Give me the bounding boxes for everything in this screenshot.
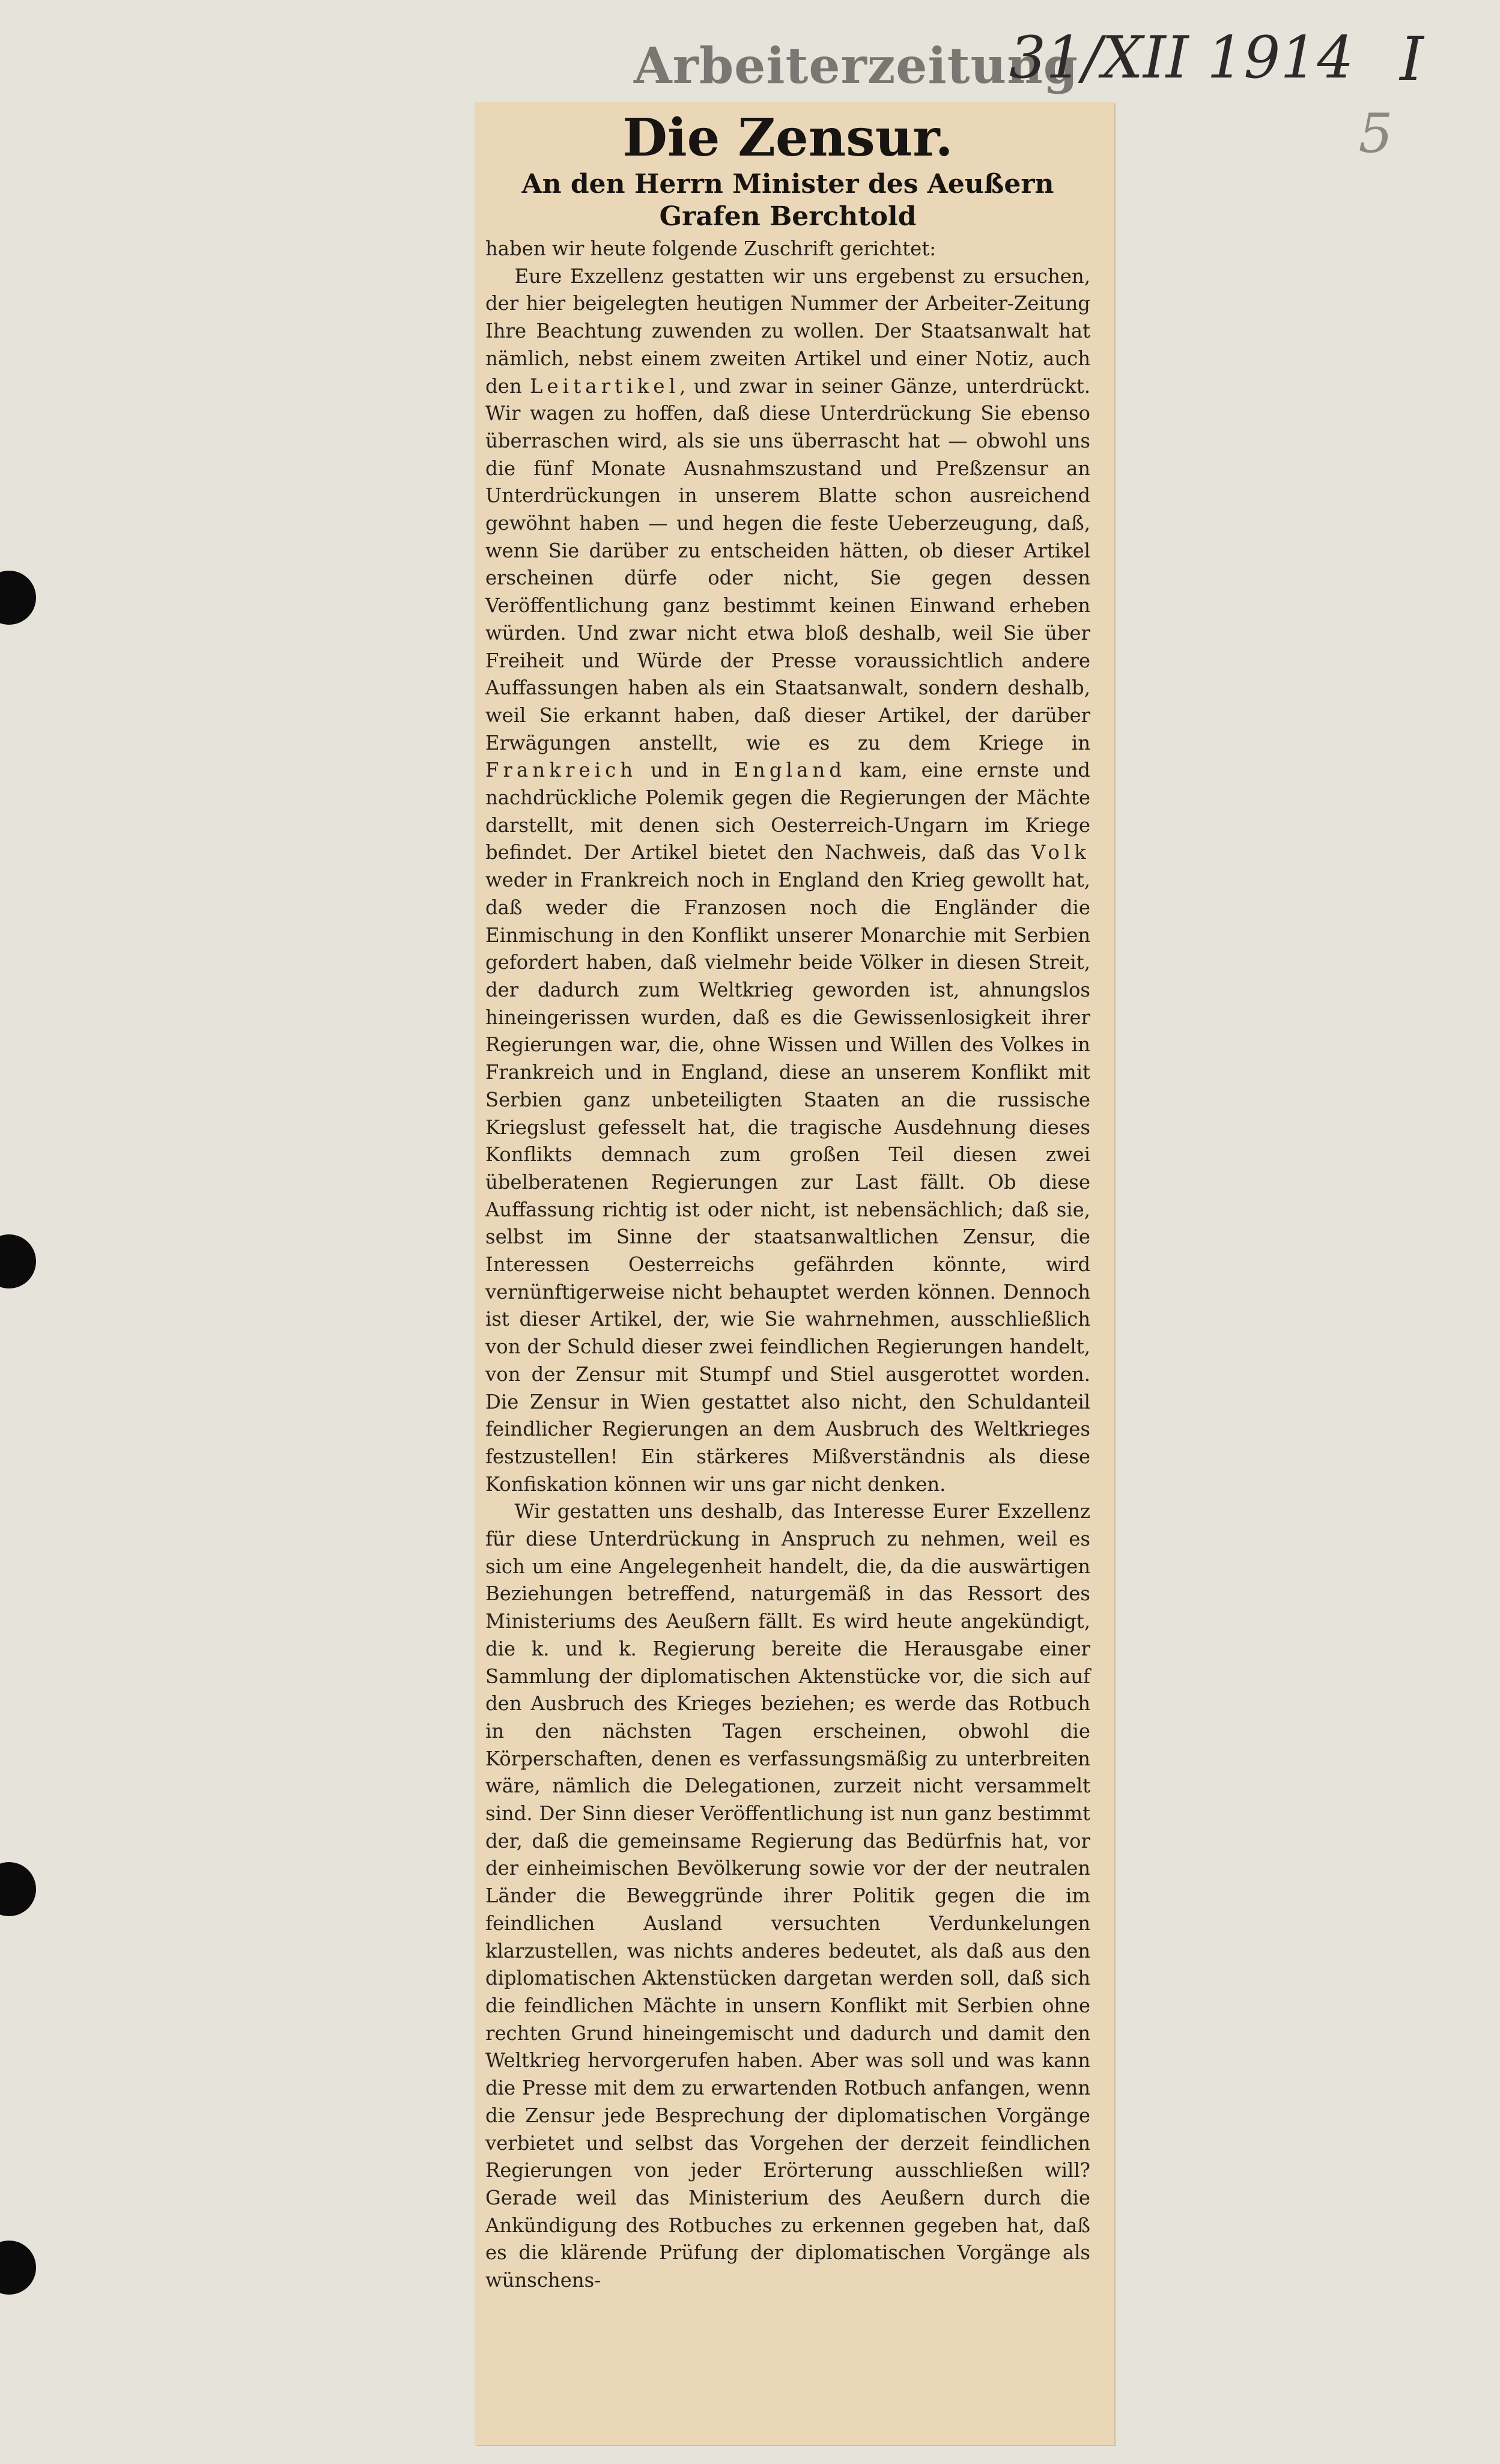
handwritten-date: 31/XII 1914 [1009, 24, 1354, 91]
emphasized-word: Volk [1031, 841, 1090, 864]
punch-hole [0, 2241, 36, 2295]
article-paragraph-2: Wir gestatten uns deshalb, das Interesse Eurer Exzellenz für diese Unterdrückung in Anspruch zu nehmen, weil es sich um eine Angelegenheit handelt, die, da die auswärtigen Beziehungen betreffend, naturgemäß in das Ressort des Ministeriums des Aeußern fällt. Es wird heute angekündigt, die k. und k. Regierung bereite die Herausgabe einer Sammlung der diplomatischen Aktenstücke vor, die sich auf den Ausbruch des Krieges beziehen; es werde das Rotbuch in den nächsten Tagen erscheinen, obwohl die Körperschaften, denen es verfassungsmäßig zu unterbreiten wäre, nämlich die Delegationen, zurzeit nicht versammelt sind. Der Sinn dieser Veröffentlichung ist nun ganz bestimmt der, daß die gemeinsame Regierung das Bedürfnis hat, vor der einheimischen Bevölkerung sowie vor der der neutralen Länder die Beweggründe ihrer Politik gegen die im feindlichen Ausland versuchten Verdunkelungen klarzustellen, was nichts anderes bedeutet, als daß aus den diplomatischen Aktenstücken dargetan werden soll, daß sich die feindlichen Mächte in unsern Konflikt mit Serbien ohne rechten Grund hineingemischt und dadurch und damit den Weltkrieg hervorgerufen haben. Aber was soll und was kann die Presse mit dem zu erwartenden Rotbuch anfangen, wenn die Zensur jede Besprechung der diplomatischen Vorgänge verbietet und selbst das Vorgehen der derzeit feindlichen Regierungen von jeder Erörterung ausschließen will? Gerade weil das Ministerium des Aeußern durch die Ankündigung des Rotbuches zu erkennen gegeben hat, daß es die klärende Prüfung der diplomatischen Vorgänge als wünschens- [485, 1500, 1090, 2292]
article-intro: haben wir heute folgende Zuschrift gerichtet: [485, 237, 937, 260]
punch-hole [0, 571, 36, 625]
article-paragraph-1 [485, 263, 1090, 1499]
text-run: kam, eine ernste und nachdrückliche Polemik gegen die Regierungen der Mächte darstellt, mit denen sich Oesterreich-Ungarn im Kriege befindet. Der Artikel bietet den Nachweis, daß das [485, 759, 1090, 864]
handwritten-roman-numeral: I [1400, 24, 1424, 94]
article-headline: Die Zensur. [622, 108, 953, 168]
emphasized-word: Leitartikel [529, 374, 680, 398]
text-run: und in [651, 759, 721, 782]
text-run: Eure Exzellenz gestatten wir uns ergebenst zu ersuchen, der hier beigelegten heutigen Nummer der Arbeiter-Zeitung Ihre Beachtung zuwenden zu wollen. Der Staatsanwalt hat nämlich, nebst einem zweiten Artikel und einer Notiz, auch den [485, 264, 1090, 398]
punch-hole [0, 1862, 36, 1916]
article-subheadline: An den Herrn Minister des Aeußern Grafen Berchtold [521, 169, 1054, 232]
emphasized-word: England [734, 759, 846, 782]
punch-hole [0, 1234, 36, 1288]
pencil-page-number: 5 [1358, 102, 1393, 165]
text-run: weder in Frankreich noch in England den Krieg gewollt hat, daß weder die Franzosen noch die Engländer die Einmischung in den Konflikt unserer Monarchie mit Serbien gefordert haben, daß vielmehr beide Völker in diesen Streit, der dadurch zum Weltkrieg geworden ist, ahnungslos hineingerissen wurden, daß es die Gewissenlosigkeit ihrer Regierungen war, die, ohne Wissen und Willen des Volkes in Frankreich und in England, diese an unserem Konflikt mit Serbien ganz unbeteiligten Staaten an die russische Kriegslust gefesselt hat, die tragische Ausdehnung dieses Konflikts demnach zum großen Teil diesen zwei übelberatenen Regierungen zur Last fällt. Ob diese Auffassung richtig ist oder nicht, ist nebensächlich; daß sie, selbst im Sinne der staatsanwaltlichen Zensur, die Interessen Oesterreichs gefährden könnte, wird vernünftigerweise nicht behauptet werden können. Dennoch ist dieser Artikel, der, wie Sie wahrnehmen, ausschließlich von der Schuld dieser zwei feindlichen Regierungen handelt, von der Zensur mit Stumpf und Stiel ausgerottet worden. Die Zensur in Wien gestattet also nicht, den Schuldanteil feindlicher Regierungen an dem Ausbruch des Weltkrieges festzustellen! Ein stärkeres Mißverständnis als diese Konfiskation können wir uns gar nicht denken. [485, 869, 1090, 1496]
newspaper-clipping [475, 102, 1114, 2445]
text-run: , und zwar in seiner Gänze, unterdrückt. Wir wagen zu hoffen, daß diese Unterdrückung Sie ebenso überraschen wird, als sie uns überrascht hat — obwohl uns die fünf Monate Ausnahmszustand und Preßzensur an Unterdrückungen in unserem Blatte schon ausreichend gewöhnt haben — und hegen die feste Ueberzeugung, daß, wenn Sie darüber zu entscheiden hätten, ob dieser Artikel erscheinen dürfe oder nicht, Sie gegen dessen Veröffentlichung ganz bestimmt keinen Einwand erheben würden. Und zwar nicht etwa bloß deshalb, weil Sie über Freiheit und Würde der Presse voraussichtlich andere Auffassungen haben als ein Staatsanwalt, sondern deshalb, weil Sie erkannt haben, daß dieser Artikel, der darüber Erwägungen anstellt, wie es zu dem Kriege in [485, 374, 1090, 754]
newspaper-stamp: Arbeiterzeitung [634, 37, 1079, 95]
article-body [485, 235, 1090, 2295]
emphasized-word: Frankreich [485, 759, 637, 782]
